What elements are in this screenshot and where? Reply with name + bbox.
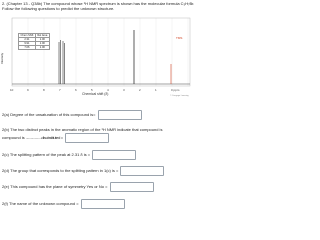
x-tick: 4 (107, 88, 109, 92)
x-tick: 7 (59, 88, 61, 92)
x-tick: 1 (155, 88, 157, 92)
question-2d (2, 166, 164, 176)
question-2f (2, 199, 125, 209)
x-axis-label: Chemical shift (δ) (82, 92, 109, 96)
x-tick: 8 (43, 88, 45, 92)
x-tick: 5 (91, 88, 93, 92)
table-cell: 1.00 (35, 42, 49, 46)
question-2b (2, 127, 162, 143)
question-text: 2(e) This compound has the plane of symmetry Yes or No = (2, 184, 108, 190)
table-cell: 1.00 (35, 38, 49, 42)
question-text-continued: ................. -disubstituted = (25, 135, 63, 141)
table-cell: 9.91 (19, 42, 36, 46)
answer-input-2a[interactable] (98, 110, 142, 120)
spectrum-plot (0, 14, 200, 98)
x-tick: 6 (75, 88, 77, 92)
x-tick: 2 (139, 88, 141, 92)
answer-input-2b[interactable] (65, 133, 109, 143)
y-axis-label: Intensity (0, 52, 4, 64)
x-tick: 0 ppm (171, 88, 180, 92)
question-2e (2, 182, 154, 192)
table-header: Rel Area (37, 34, 48, 37)
question-prefix: compound is (2, 135, 26, 141)
answer-input-2f[interactable] (81, 199, 125, 209)
question-text: 2(b) The two distinct peaks in the aromatic region of the ¹H NMR indicate that compound is (2, 127, 163, 132)
credit-text: © Cengage Learning (170, 95, 189, 97)
answer-input-2e[interactable] (110, 182, 154, 192)
question-header: 2. (Chapter 13 - Q38b) The compound whose ¹H NMR spectrum is shown has the molecular formula C₃H₇Br. Follow the following questions to predict the unknown structure. (2, 1, 195, 11)
shift-table (18, 33, 50, 50)
nmr-spectrum (0, 14, 200, 98)
answer-input-2c[interactable] (92, 150, 136, 160)
question-text: 2(d) The group that corresponds to the splitting pattern in 1(c) is = (2, 168, 119, 174)
question-text: 2(c) The splitting pattern of the peak at 2.31 δ is = (2, 152, 91, 158)
question-2c (2, 150, 136, 160)
question-text: 2(f) The name of the unknown compound = (2, 201, 79, 207)
table-header: Chem Shift (20, 34, 34, 37)
x-tick: 9 (27, 88, 29, 92)
question-2a (2, 110, 142, 120)
table-cell: 1.00 (35, 46, 49, 50)
x-tick: 10 (10, 88, 14, 92)
x-tick: 3 (123, 88, 125, 92)
table-cell: 2.31 (19, 38, 36, 42)
answer-input-2d[interactable] (120, 166, 164, 176)
tms-label: TMS (176, 36, 183, 40)
question-text: 2(a) Degree of the unsaturation of this compound is= (2, 112, 96, 118)
table-cell: 7.06 (19, 46, 36, 50)
